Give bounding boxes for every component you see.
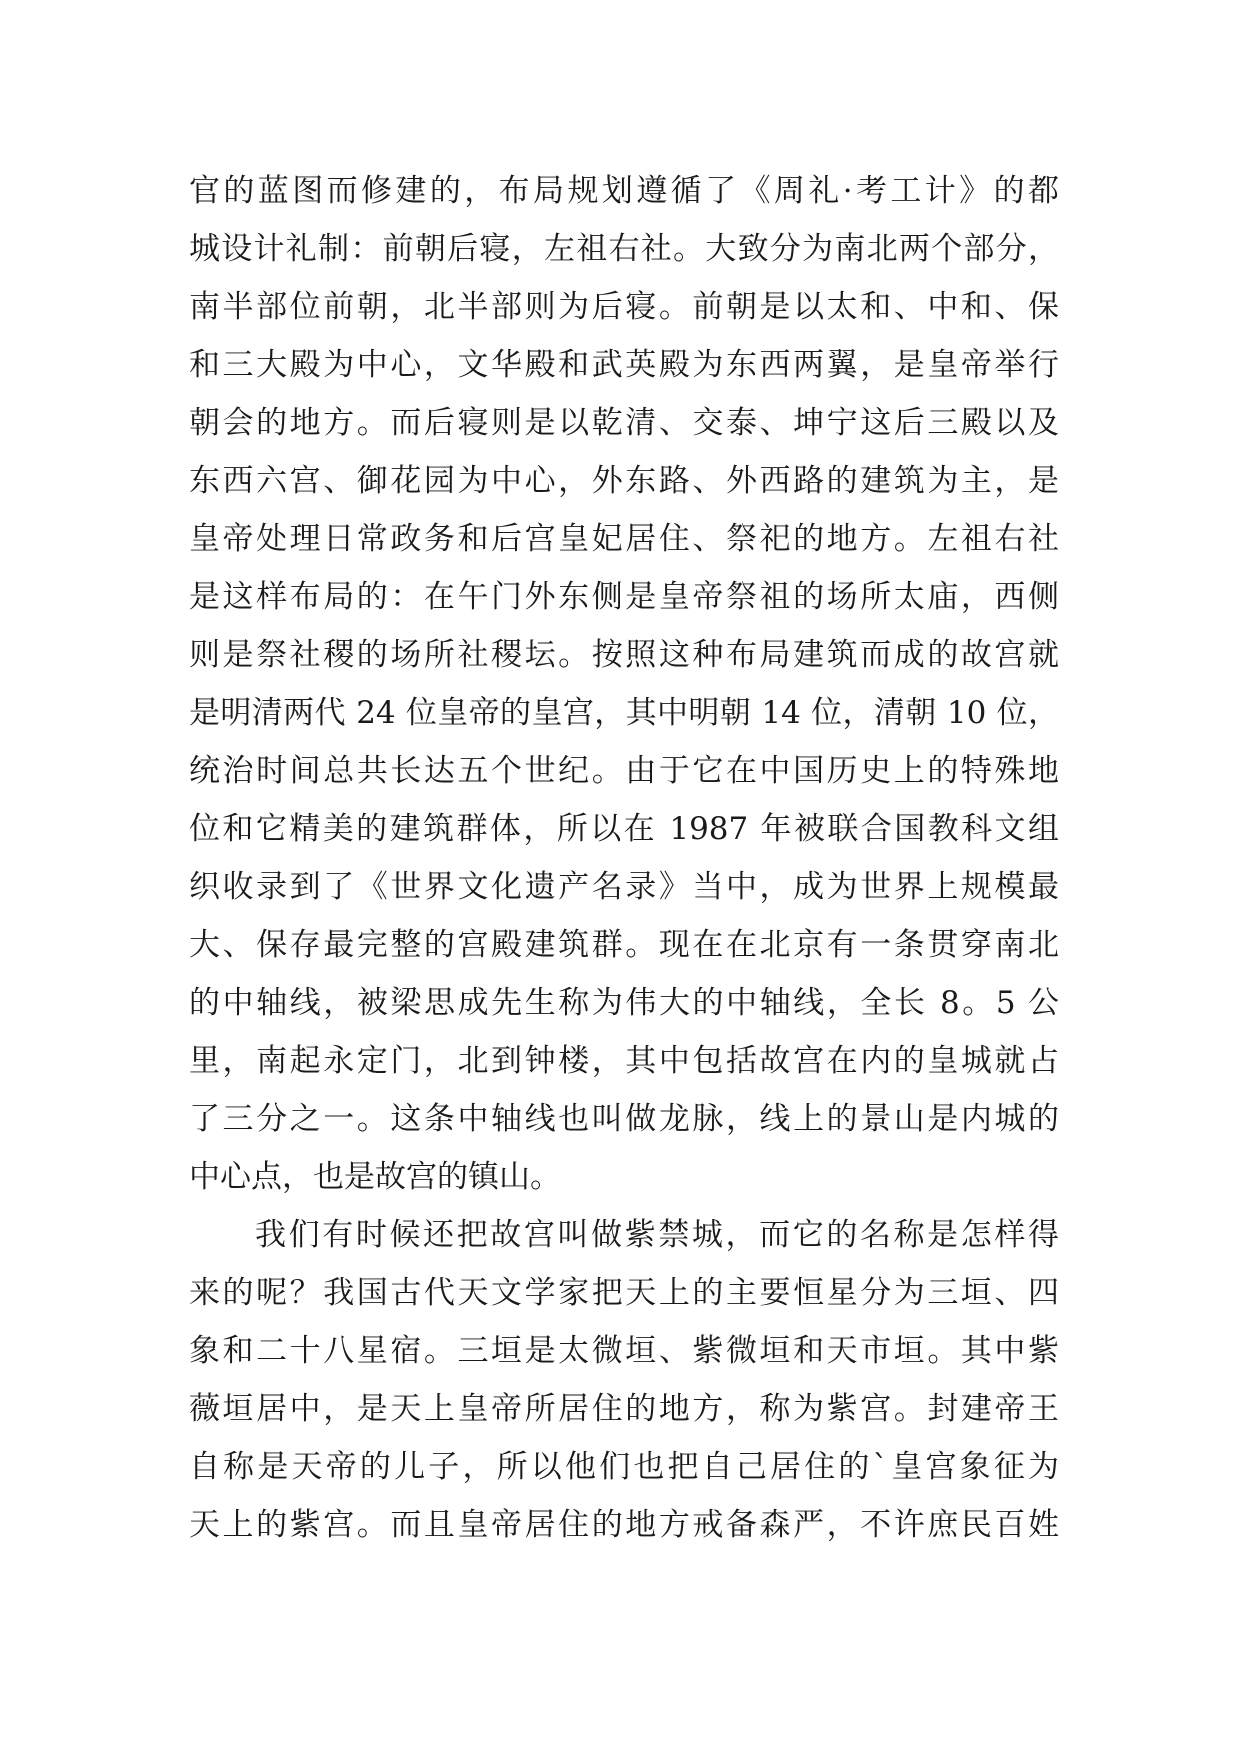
- text-line: 我们有时候还把故宫叫做紫禁城，而它的名称是怎样得: [255, 1217, 1059, 1253]
- text-line: 了三分之一。这条中轴线也叫做龙脉，线上的景山是内城的: [189, 1101, 1059, 1137]
- text-line: 自称是天帝的儿子，所以他们也把自己居住的`皇宫象征为: [189, 1449, 1059, 1485]
- text-line: 城设计礼制：前朝后寝，左祖右社。大致分为南北两个部分，: [189, 231, 1059, 267]
- text-line: 官的蓝图而修建的，布局规划遵循了《周礼·考工计》的都: [189, 173, 1059, 209]
- text-line: 天上的紫宫。而且皇帝居住的地方戒备森严，不许庶民百姓: [189, 1507, 1059, 1543]
- text-line: 薇垣居中，是天上皇帝所居住的地方，称为紫宫。封建帝王: [189, 1391, 1059, 1427]
- text-line: 皇帝处理日常政务和后宫皇妃居住、祭祀的地方。左祖右社: [189, 521, 1059, 557]
- text-line: 南半部位前朝，北半部则为后寝。前朝是以太和、中和、保: [189, 289, 1059, 325]
- body-text: [189, 162, 1059, 1554]
- text-line: 和三大殿为中心，文华殿和武英殿为东西两翼，是皇帝举行: [189, 347, 1059, 383]
- text-line: 来的呢？我国古代天文学家把天上的主要恒星分为三垣、四: [189, 1275, 1059, 1311]
- text-line: 象和二十八星宿。三垣是太微垣、紫微垣和天市垣。其中紫: [189, 1333, 1059, 1369]
- text-line: 是明清两代 24 位皇帝的皇宫，其中明朝 14 位，清朝 10 位，: [189, 695, 1059, 731]
- text-line: 朝会的地方。而后寝则是以乾清、交泰、坤宁这后三殿以及: [189, 405, 1059, 441]
- text-line: 位和它精美的建筑群体，所以在 1987 年被联合国教科文组: [189, 811, 1059, 847]
- text-line: 则是祭社稷的场所社稷坛。按照这种布局建筑而成的故宫就: [189, 637, 1059, 673]
- text-line: 的中轴线，被梁思成先生称为伟大的中轴线，全长 8。5 公: [189, 985, 1059, 1021]
- text-line: 大、保存最完整的宫殿建筑群。现在在北京有一条贯穿南北: [189, 927, 1059, 963]
- text-line: 东西六宫、御花园为中心，外东路、外西路的建筑为主，是: [189, 463, 1059, 499]
- text-line: 是这样布局的：在午门外东侧是皇帝祭祖的场所太庙，西侧: [189, 579, 1059, 615]
- text-line: 里，南起永定门，北到钟楼，其中包括故宫在内的皇城就占: [189, 1043, 1059, 1079]
- text-line: 统治时间总共长达五个世纪。由于它在中国历史上的特殊地: [189, 753, 1059, 789]
- text-line: 中心点，也是故宫的镇山。: [189, 1159, 561, 1195]
- text-line: 织收录到了《世界文化遗产名录》当中，成为世界上规模最: [189, 869, 1059, 905]
